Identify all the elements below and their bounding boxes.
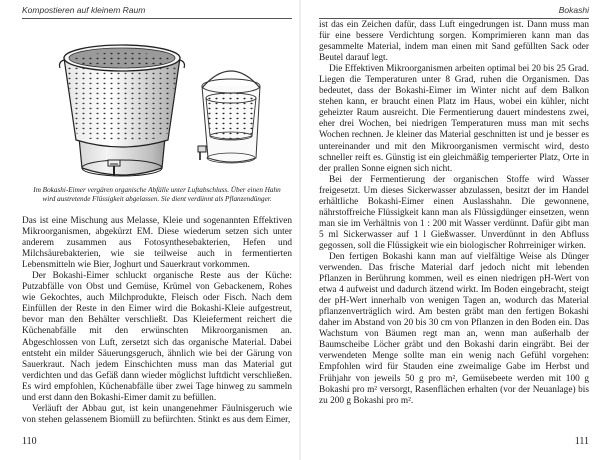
left-running-head: Kompostieren auf kleinem Raum — [22, 5, 292, 19]
paragraph: Der Bokashi-Eimer schluckt organische Reste aus der Küche: Putzabfälle von Obst und Gemüse, Krümel von Gebackenem, Rohes wie Gekochtes, auch Milchprodukte, Fleisch oder Fisch. Nach dem Einfüllen der Reste in den Eimer wird die Bokashi-Kleie aufgestreut, bevor man den Behälter verschließt. Das Kleieferment reichert die Küchenabfälle mit den erwünschten Mikroorganismen an. Abgeschlossen von Luft, zersetzt sich das organische Material. Dabei entsteht ein milder Säuerungsgeruch, ähnlich wie bei der Gärung von Sauerkraut. Nach jedem Einschichten muss man das Material gut verdichten und das Gefäß dann wieder möglichst luftdicht verschließen. Es wird empfohlen, Küchenabfälle über zwei Tage hinweg zu sammeln und erst dann den Bokashi-Eimer damit zu befüllen. — [22, 271, 292, 403]
right-page — [319, 0, 589, 460]
paragraph: ist das ein Zeichen dafür, dass Luft eingedrungen ist. Dann muss man für eine bessere Verdichtung sorgen. Komprimieren kann man das gesammelte Material, indem man einen mit Sand gefüllten Sack oder Beutel darauf legt. — [319, 20, 589, 64]
gutter — [299, 0, 301, 460]
left-page-number: 110 — [22, 436, 37, 447]
right-running-head: Bokashi — [319, 5, 589, 19]
paragraph: Verläuft der Abbau gut, ist kein unangenehmer Fäulnisgeruch wie von stehen gelassenem Biomüll zu befürchten. Stinkt es aus dem Eimer, — [22, 403, 292, 425]
paragraph: Den fertigen Bokashi kann man auf vielfältige Weise als Dünger verwenden. Das frische Material darf jedoch nicht mit lebenden Pflanzen in Berührung kommen, weil es einen niedrigen pH-Wert von etwa 4 aufweist und dadurch ätzend wirkt. Im Boden eingebracht, steigt der pH-Wert innerhalb von wenigen Tagen an, wodurch das Material pflanzenverträglich wird. Am besten gräbt man den fertigen Bokashi daher im Abstand von 20 bis 30 cm von Pflanzen in den Boden ein. Das Wachstum von Bäumen regt man an, wenn man außerhalb der Baumscheibe Löcher gräbt und den Bokashi darin eingräbt. Bei der verwendeten Menge sollte man ein wenig nach Gefühl vorgehen: Empfohlen wird für Stauden eine zweimalige Gabe im Herbst und Frühjahr von jeweils 50 g pro m², Gemüsebeete werden mit 100 g Bokashi pro m² versorgt, Rasenflächen erhalten (vor der Neuanlage) bis zu 200 g Bokashi pro m². — [319, 251, 589, 406]
right-body-text — [319, 20, 589, 407]
paragraph: Das ist eine Mischung aus Melasse, Kleie und sogenannten Effektiven Mikroorganismen, abgekürzt EM. Diese wiederum setzen sich unter anderem zusammen aus Fotosynthesebakterien, Hefen und Milchsäurebakterien, wie sie teilweise auch in fermentierten Lebensmitteln wie Bier, Joghurt und Sauerkraut vorkommen. — [22, 216, 292, 271]
paragraph: Bei der Fermentierung der organischen Stoffe wird Wasser freigesetzt. Um dieses Sickerwasser abzulassen, besitzt der im Handel erhältliche Bokashi-Eimer einen Auslasshahn. Die gewonnene, nährstoffreiche Flüssigkeit kann man als Flüssigdünger einsetzen, wenn man sie im Verhältnis von 1 : 200 mit Wasser verdünnt. Dafür gibt man 5 ml Sickerwasser auf 1 l Gießwasser. Unverdünnt in den Abfluss gegossen, soll die Flüssigkeit wie ein biologischer Rohrreiniger wirken. — [319, 174, 589, 251]
left-page — [22, 0, 292, 460]
bokashi-bucket-illustration — [52, 36, 262, 186]
caption-line-1: Im Bokashi-Eimer vergären organische Abfälle unter Luftabschluss. Über einen Hahn — [33, 186, 281, 194]
right-page-number: 111 — [574, 436, 589, 447]
figure-caption — [22, 186, 292, 204]
paragraph: Die Effektiven Mikroorganismen arbeiten optimal bei 20 bis 25 Grad. Liegen die Temperaturen unter 8 Grad, ruhen die Organismen. Das bedeutet, dass der Bokashi-Eimer im Winter nicht auf dem Balkon stehen kann, er braucht einen Platz im Haus, wobei ein kühler, nicht geheizter Raum ausreicht. Die Fermentierung dauert mindestens zwei, eher drei Wochen, bei niedrigen Temperaturen muss man mit sechs Wochen rechnen. Je kleiner das Material geschnitten ist und je besser es untereinander und mit den Mikroorganismen vermischt wird, desto schneller reift es. Günstig ist ein gleichmäßig temperierter Platz, Orte in der prallen Sonne eignen sich nicht. — [319, 64, 589, 174]
left-body-text — [22, 216, 292, 426]
caption-line-2: wird austretende Flüssigkeit abgelassen. Sie dient verdünnt als Pflanzendünger. — [42, 195, 272, 203]
